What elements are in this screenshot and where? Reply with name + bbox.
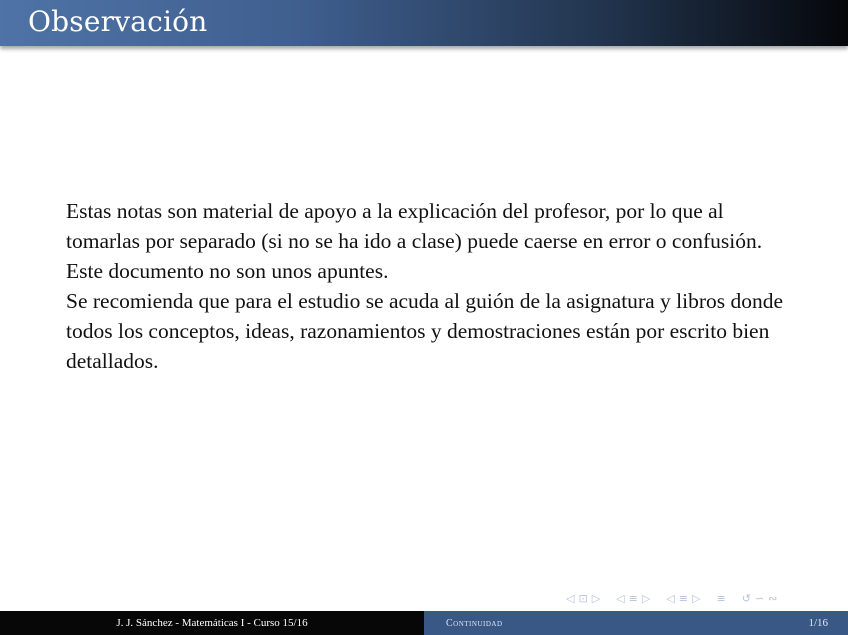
- footer-author-course: J. J. Sánchez - Matemáticas I - Curso 15/16: [0, 611, 424, 635]
- nav-search-icon[interactable]: ↺: [741, 591, 751, 605]
- nav-next-frame-icon[interactable]: ▷: [591, 591, 601, 605]
- nav-next-subsection-icon[interactable]: ▷: [641, 591, 651, 605]
- title-bar: [0, 0, 848, 46]
- footer-page-number: 1/16: [808, 617, 828, 629]
- slide-body: [66, 196, 796, 376]
- nav-prev-frame-icon[interactable]: ◁: [566, 591, 575, 605]
- footer-section-bar: [424, 611, 848, 635]
- frame-title: Observación: [28, 5, 208, 38]
- paragraph-recommendation: Se recomienda que para el estudio se acuda al guión de la asignatura y libros donde todos los conceptos, ideas, razonamientos y demostraciones están por escrito bien detallados.: [66, 289, 784, 373]
- nav-frame-icon[interactable]: ⊡: [578, 591, 588, 605]
- paragraph-not-notes: Este documento no son unos apuntes.: [66, 259, 389, 283]
- paragraph-notes-disclaimer: Estas notas son material de apoyo a la explicación del profesor, por lo que al tomarlas por separado (si no se ha ido a clase) puede caerse en error o confusión.: [66, 199, 763, 253]
- nav-next-section-icon[interactable]: ▷: [692, 591, 701, 605]
- nav-section-icon[interactable]: ≡: [678, 591, 688, 605]
- nav-prev-section-icon[interactable]: ◁: [666, 591, 675, 605]
- nav-subsection-icon[interactable]: ≡: [628, 591, 638, 605]
- nav-align-icon[interactable]: ≡: [716, 591, 726, 605]
- nav-zoom-out-icon[interactable]: ∽: [754, 591, 765, 605]
- slide-footer: [0, 611, 848, 635]
- nav-zoom-in-icon[interactable]: ∾: [768, 591, 778, 605]
- footer-section-title: Continuidad: [446, 617, 503, 629]
- nav-prev-subsection-icon[interactable]: ◁: [616, 591, 625, 605]
- beamer-navigation-bar: [566, 590, 777, 606]
